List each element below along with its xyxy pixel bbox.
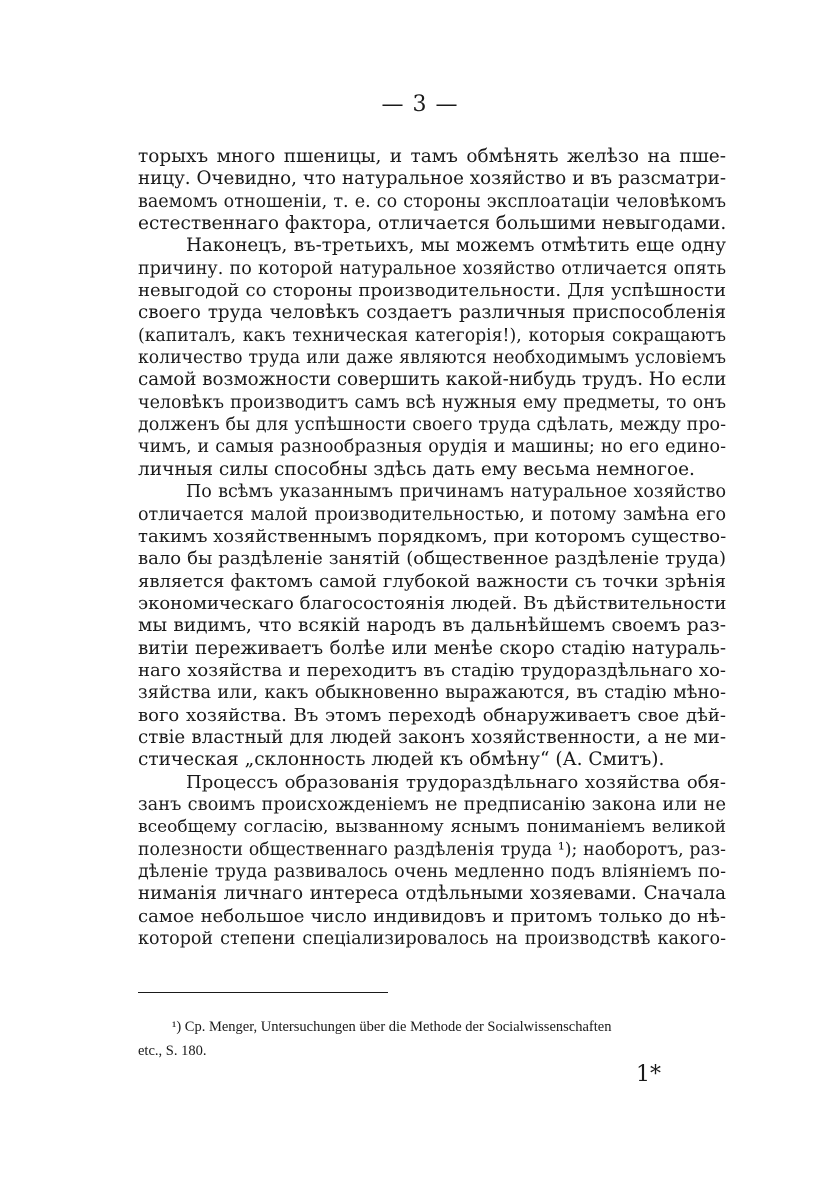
footnotes: [138, 1015, 726, 1063]
text-line: дѣленіе труда развивалось очень медленно подъ вліяніемъ по-: [138, 862, 726, 882]
text-line: отличается малой производительностью, и потому замѣна его: [138, 504, 726, 525]
footnote-line: ¹) Cp. Menger, Untersuchungen über die Methode der Socialwissenschaften: [172, 1019, 612, 1035]
text-line: человѣкъ производитъ самъ всѣ нужныя ему предметы, то онъ: [138, 392, 726, 413]
body-text: [138, 146, 726, 950]
text-line: долженъ бы для успѣшности своего труда сдѣлать, между про-: [138, 415, 726, 436]
text-line: По всѣмъ указаннымъ причинамъ натуральное хозяйство: [186, 482, 726, 503]
text-line: полезности общественнаго раздѣленія труда ¹); наоборотъ, раз-: [138, 839, 726, 860]
text-line: занъ своимъ происхожденіемъ не предписанію закона или не: [138, 794, 726, 815]
text-line: своего труда человѣкъ создаетъ различныя приспособленія: [138, 302, 726, 324]
text-line: которой степени спеціализировалось на производствѣ какого-: [138, 929, 726, 950]
text-line: торыхъ много пшеницы, и тамъ обмѣнять желѣзо на пше-: [138, 146, 726, 167]
text-line: естественнаго фактора, отличается большими невыгодами.: [138, 213, 727, 235]
text-line: (капиталъ, какъ техническая категорія!), которыя сокращаютъ: [138, 325, 726, 346]
text-line: наго хозяйства и переходитъ въ стадію трудораздѣльнаго хо-: [138, 659, 726, 681]
text-line: личныя силы способны здѣсь дать ему весьма немногое.: [138, 458, 695, 480]
text-line: витіи переживаетъ болѣе или менѣе скоро стадію натураль-: [138, 637, 726, 659]
page-number: — 3 —: [381, 92, 459, 117]
text-line: всеобщему согласію, вызванному яснымъ пониманіемъ великой: [138, 817, 726, 838]
text-line: чимъ, и самыя разнообразныя орудія и машины; но его едино-: [138, 437, 726, 458]
text-line: ницу. Очевидно, что натуральное хозяйство и въ разсматри-: [138, 168, 726, 190]
text-line: ниманія личнаго интереса отдѣльными хозяевами. Сначала: [138, 883, 726, 905]
text-line: ваемомъ отношеніи, т. е. со стороны эксплоатаціи человѣкомъ: [138, 191, 726, 212]
text-line: экономическаго благосостоянія людей. Въ дѣйствительности: [138, 592, 727, 614]
text-line: вого хозяйства. Въ этомъ переходѣ обнаруживаетъ свое дѣй-: [138, 704, 726, 726]
text-line: невыгодой со стороны производительности. Для успѣшности: [138, 280, 726, 302]
signature-mark: 1*: [636, 1062, 661, 1087]
footnote-divider: [138, 992, 388, 993]
text-line: такимъ хозяйственнымъ порядкомъ, при которомъ существо-: [138, 525, 727, 547]
text-line: причину. по которой натуральное хозяйство отличается опять: [138, 258, 726, 279]
text-line: самое небольшое число индивидовъ и притомъ только до нѣ-: [138, 905, 726, 927]
text-line: ствіе властный для людей законъ хозяйственности, а не ми-: [138, 726, 726, 748]
text-line: вало бы раздѣленіе занятій (общественное раздѣленіе труда): [138, 548, 726, 570]
text-line: зяйства или, какъ обыкновенно выражаются, въ стадію мѣно-: [138, 683, 726, 704]
footnote-line: etc., S. 180.: [138, 1043, 207, 1059]
text-line: стическая „склонность людей къ обмѣну“ (А. Смитъ).: [138, 749, 665, 771]
text-line: мы видимъ, что всякій народъ въ дальнѣйшемъ своемъ раз-: [138, 615, 726, 637]
text-line: самой возможности совершить какой-нибудь трудъ. Но если: [138, 369, 727, 391]
text-line: является фактомъ самой глубокой важности съ точки зрѣнія: [138, 570, 726, 592]
text-line: Наконецъ, въ-третьихъ, мы можемъ отмѣтить еще одну: [186, 235, 726, 257]
text-line: Процессъ образованія трудораздѣльнаго хозяйства обя-: [186, 771, 726, 793]
text-line: количество труда или даже являются необходимымъ условіемъ: [138, 348, 726, 369]
